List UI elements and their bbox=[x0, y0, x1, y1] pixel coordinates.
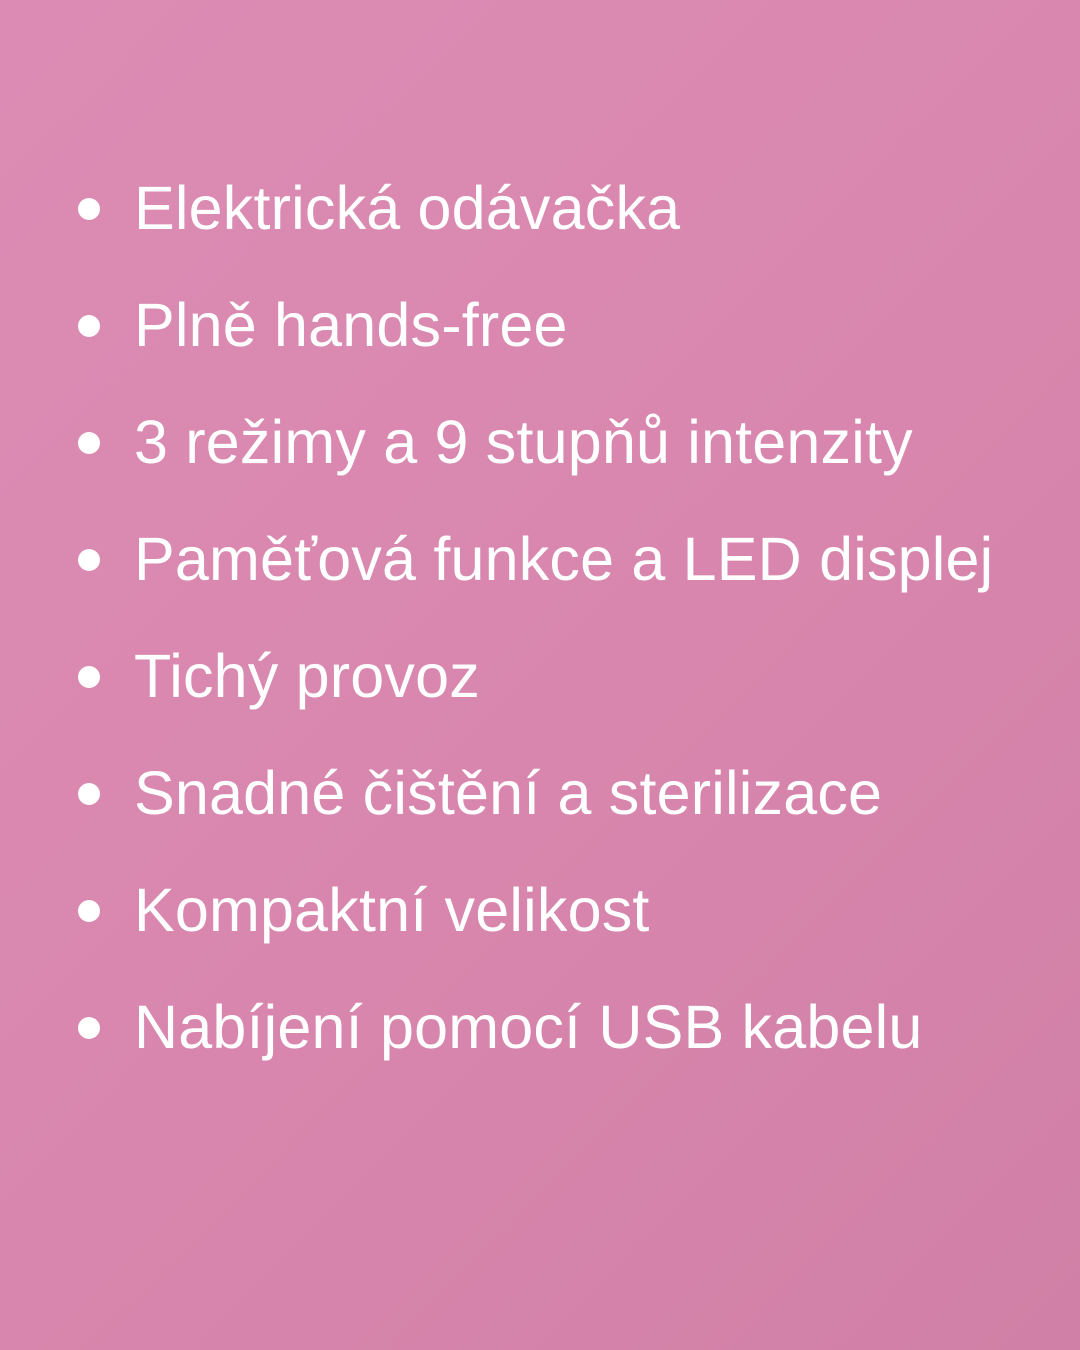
feature-label: Nabíjení pomocí USB kabelu bbox=[134, 993, 923, 1062]
dot-bullet-icon bbox=[78, 432, 100, 454]
feature-label: Snadné čištění a sterilizace bbox=[134, 759, 883, 828]
feature-label: Plně hands-free bbox=[134, 291, 568, 360]
feature-label: Elektrická odávačka bbox=[134, 174, 681, 243]
feature-label: Paměťová funkce a LED displej bbox=[134, 525, 994, 594]
dot-bullet-icon bbox=[78, 1017, 100, 1039]
list-item bbox=[70, 150, 1020, 267]
dot-bullet-icon bbox=[78, 900, 100, 922]
dot-bullet-icon bbox=[78, 549, 100, 571]
feature-list bbox=[70, 150, 1020, 1086]
dot-bullet-icon bbox=[78, 666, 100, 688]
list-item bbox=[70, 735, 1020, 852]
list-item bbox=[70, 267, 1020, 384]
list-item bbox=[70, 384, 1020, 501]
dot-bullet-icon bbox=[78, 198, 100, 220]
feature-label: Tichý provoz bbox=[134, 642, 480, 711]
list-item bbox=[70, 969, 1020, 1086]
dot-bullet-icon bbox=[78, 315, 100, 337]
feature-label: Kompaktní velikost bbox=[134, 876, 650, 945]
list-item bbox=[70, 852, 1020, 969]
feature-label: 3 režimy a 9 stupňů intenzity bbox=[134, 408, 913, 477]
dot-bullet-icon bbox=[78, 783, 100, 805]
list-item bbox=[70, 618, 1020, 735]
list-item bbox=[70, 501, 1020, 618]
